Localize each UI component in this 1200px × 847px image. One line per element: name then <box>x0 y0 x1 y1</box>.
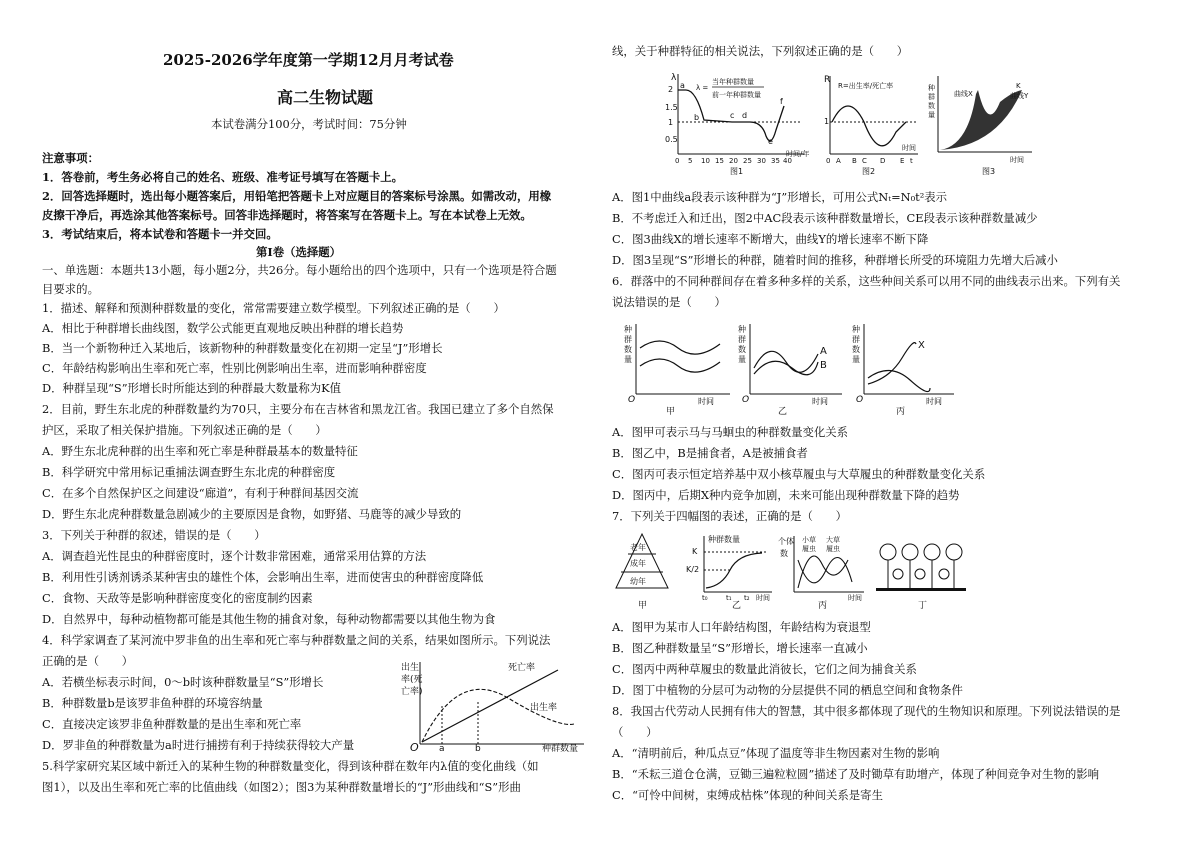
note-3: 3．考试结束后，将本试卷和答题卡一并交回。 <box>42 227 278 241</box>
q5-figure-3 <box>928 72 1040 176</box>
q7-bing-lv: 履虫 <box>802 545 816 553</box>
q6-stem: 6．群落中的不同种群间存在着多种多样的关系，这些种间关系可以用不同的曲线表示出来。下列有关 <box>612 274 1121 288</box>
q6-yi-caption: 乙 <box>778 407 788 417</box>
q5-option-c: C．图3曲线X的增长速率不断增大，曲线Y的增长速率不断下降 <box>612 232 929 246</box>
q7-jia-old: 老年 <box>630 543 646 552</box>
q7-option-a: A．图甲为某市人口年龄结构图，年龄结构为衰退型 <box>612 620 871 634</box>
q2-option-c: C．在多个自然保护区之间建设“廊道”，有利于种群间基因交流 <box>42 486 359 500</box>
part1-title: 第Ⅰ卷（选择题） <box>256 245 342 259</box>
q6-yi-y4: 量 <box>738 355 746 364</box>
fig2-pC: C <box>862 157 867 165</box>
q7-yi-k: K <box>692 547 698 556</box>
q4-origin: O <box>410 741 419 754</box>
q4-option-c: C．直接决定该罗非鱼种群数量的是出生率和死亡率 <box>42 717 302 731</box>
q1-stem: 1．描述、解释和预测种群数量的变化，常常需要建立数学模型。下列叙述正确的是（ ） <box>42 301 505 315</box>
q6-jia-o: O <box>628 395 636 405</box>
q4-tick-a: a <box>439 744 445 754</box>
fig1-y15: 1.5 <box>665 103 678 112</box>
q4-tick-b: b <box>475 744 481 754</box>
fig2-pA: A <box>836 157 841 165</box>
q7-yi-n: 种群数量 <box>708 535 740 544</box>
q4-ylabel-3: 亡率) <box>401 687 423 697</box>
fig3-y4: 量 <box>928 111 935 119</box>
q7-jia-adult: 成年 <box>630 559 646 568</box>
part1-intro2: 目要求的。 <box>42 282 99 296</box>
q6-jia-caption: 甲 <box>666 407 676 417</box>
q8-option-b: B．“禾耘三道仓仓满，豆锄三遍粒粒圆”描述了及时锄草有助增产，体现了种间竞争对生物的影响 <box>612 767 1100 781</box>
fig1-caption: 图1 <box>730 167 744 176</box>
fig3-y3: 数 <box>928 102 935 110</box>
fig1-pa: a <box>680 81 685 90</box>
q7-yi-time: 时间 <box>756 594 770 602</box>
note-1: 1．答卷前，考生务必将自己的姓名、班级、准考证号填写在答题卡上。 <box>42 170 404 184</box>
q4-option-b: B．种群数量b是该罗非鱼种群的环境容纳量 <box>42 696 263 710</box>
q4-option-a: A．若横坐标表示时间，0～b时该种群数量呈“S”形增长 <box>42 675 324 689</box>
fig1-x25: 25 <box>743 157 752 165</box>
fig2-caption: 图2 <box>862 167 876 176</box>
q6-jia-y4: 量 <box>624 355 632 364</box>
q1-option-b: B．当一个新物种迁入某地后，该新物种的种群数量变化在初期一定呈“J”形增长 <box>42 341 443 355</box>
note-2a: 2．回答选择题时，选出每小题答案后，用铅笔把答题卡上对应题目的答案标号涂黑。如需改动，用橡 <box>42 189 552 203</box>
q2-stem-2: 护区，采取了相关保护措施。下列叙述正确的是（ ） <box>42 423 327 437</box>
q6-jia-y1: 种 <box>624 325 632 334</box>
fig1-x15: 15 <box>715 157 724 165</box>
q4-ylabel-1: 出生 <box>401 663 420 673</box>
q6-option-c: C．图丙可表示恒定培养基中双小核草履虫与大草履虫的种群数量变化关系 <box>612 467 986 481</box>
q6-option-d: D．图丙中，后期X种内竞争加剧，未来可能出现种群数量下降的趋势 <box>612 488 960 502</box>
fig1-pc: c <box>730 111 735 120</box>
q5-stem-2: 图1），以及出生率和死亡率的比值曲线（如图2）；图3为某种群数量增长的“J”形曲线和“S”形曲 <box>42 780 521 794</box>
fig1-x5: 5 <box>688 157 693 165</box>
page-title: 2025-2026学年度第一学期12月月考试卷 <box>163 51 454 69</box>
fig1-pf: f <box>780 97 783 106</box>
q7-stem: 7．下列关于四幅图的表述，正确的是（ ） <box>612 509 848 523</box>
q7-ding-trees <box>876 544 966 591</box>
q4-birth-curve <box>422 689 574 742</box>
q6-bing-X: X <box>918 340 925 351</box>
fig3-xunit: 时间 <box>1010 156 1024 164</box>
q7-option-d: D．图丁中植物的分层可为动物的分层提供不同的栖息空间和食物条件 <box>612 683 963 697</box>
q5-option-d: D．图3呈现“S”形增长的种群，随着时间的推移，种群增长所受的环境阻力先增大后减小 <box>612 253 1058 267</box>
q6-bing-y4: 量 <box>852 355 860 364</box>
q1-option-c: C．年龄结构影响出生率和死亡率，性别比例影响出生率，进而影响种群密度 <box>42 361 427 375</box>
fig3-caption: 图3 <box>982 167 996 176</box>
q6-yi-A: A <box>820 346 827 357</box>
fig3-y2: 群 <box>928 93 935 101</box>
q6-jia-y2: 群 <box>624 335 632 344</box>
q7-bing-time: 时间 <box>848 594 862 602</box>
q5-stem: 5.科学家研究某区域中新迁入的某种生物的种群数量变化，得到该种群在数年内λ值的变化曲线（如 <box>42 759 539 773</box>
fig2-y1: 1 <box>824 117 830 126</box>
q5-option-b: B．不考虑迁入和迁出，图2中AC段表示该种群数量增长，CE段表示该种群数量减少 <box>612 211 1038 225</box>
fig2-xunit: 时间 <box>902 144 916 152</box>
q8-stem-2: （ ） <box>612 725 658 739</box>
q7-figures <box>612 530 976 614</box>
q6-bing-y1: 种 <box>852 325 860 334</box>
q1-option-d: D．种群呈现“S”形增长时所能达到的种群最大数量称为K值 <box>42 381 342 395</box>
q2-stem: 2．目前，野生东北虎的种群数量约为70只，主要分布在吉林省和黑龙江省。我国已建立了多个自然保 <box>42 402 554 416</box>
fig1-y1: 1 <box>668 118 674 127</box>
q3-option-d: D．自然界中，每种动植物都可能是其他生物的捕食对象，每种动物都需要以其他生物为食 <box>42 612 496 626</box>
fig2-ratio-curve <box>832 106 906 146</box>
q6-yi-curve-a <box>754 351 818 372</box>
q2-option-b: B．科学研究中常用标记重捕法调查野生东北虎的种群密度 <box>42 465 336 479</box>
fig1-formula-top: 当年种群数量 <box>712 78 754 86</box>
q6-yi-y3: 数 <box>738 345 746 354</box>
part1-intro: 一、单选题：本题共13小题，每小题2分，共26分。每小题给出的四个选项中，只有一个选项是符合题 <box>42 263 557 277</box>
q7-bing-small: 小草 <box>802 536 816 544</box>
notes-heading: 注意事项： <box>42 151 99 165</box>
q2-option-a: A．野生东北虎种群的出生率和死亡率是种群最基本的数量特征 <box>42 444 358 458</box>
fig1-x0: 0 <box>675 157 680 165</box>
fig1-x40: 40 <box>783 157 792 165</box>
q6-jia-y3: 数 <box>624 345 632 354</box>
q7-bing-big: 大草 <box>826 536 840 544</box>
q6-jia-time: 时间 <box>698 397 714 406</box>
fig1-xunit: 时间/年 <box>786 150 810 158</box>
q6-yi-B: B <box>820 360 827 371</box>
q5-figure-1 <box>665 70 810 176</box>
fig1-y2: 2 <box>668 85 674 94</box>
q6-bing-y2: 群 <box>852 335 860 344</box>
q7-yi-s-curve <box>706 553 762 588</box>
q6-jia-curve-1 <box>640 341 720 354</box>
fig3-y1: 种 <box>928 84 935 92</box>
q6-bing-curve-x <box>868 343 916 384</box>
q4-figure <box>398 658 590 754</box>
q7-jia-young: 幼年 <box>630 577 646 586</box>
q7-yi-t0: t₀ <box>702 594 708 602</box>
q7-ding-caption: 丁 <box>918 601 928 611</box>
q4-stem: 4．科学家调查了某河流中罗非鱼的出生率和死亡率与种群数量之间的关系，结果如图所示。下列说法 <box>42 633 551 647</box>
fig1-formula-lhs: λ = <box>696 84 709 92</box>
fig1-lambda: λ <box>671 73 677 83</box>
note-2b: 皮擦干净后，再选涂其他答案标号。回答非选择题时，将答案写在答题卡上。写在本试卷上无效。 <box>42 208 532 222</box>
fig1-pe: e <box>768 137 773 146</box>
q6-stem-2: 说法错误的是（ ） <box>612 295 726 309</box>
exam-info: 本试卷满分100分，考试时间：75分钟 <box>211 117 407 131</box>
page-subject: 高二生物试题 <box>277 88 374 107</box>
fig3-x-label: 曲线X <box>954 90 973 98</box>
q3-stem: 3．下列关于种群的叙述，错误的是（ ） <box>42 528 266 542</box>
q7-yi-t2: t₂ <box>744 594 750 602</box>
q5-figure-2 <box>822 72 922 176</box>
q7-bing-g1: 个体 <box>778 537 794 546</box>
fig1-formula-bottom: 前一年种群数量 <box>712 91 761 99</box>
q6-option-b: B．图乙中，B是捕食者，A是被捕食者 <box>612 446 808 460</box>
fig2-eq: R=出生率/死亡率 <box>838 82 894 90</box>
q7-bing-curve-1 <box>798 556 848 588</box>
q5-stem-3: 线，关于种群特征的相关说法，下列叙述正确的是（ ） <box>612 44 909 58</box>
fig3-k: K <box>1016 82 1021 90</box>
fig1-pb: b <box>694 113 700 122</box>
q7-yi-caption: 乙 <box>732 601 742 611</box>
q6-yi-y1: 种 <box>738 325 746 334</box>
q3-option-b: B．利用性引诱剂诱杀某种害虫的雄性个体，会影响出生率，进而使害虫的种群密度降低 <box>42 570 484 584</box>
q5-option-a: A．图1中曲线a段表示该种群为“J”形增长，可用公式Nₜ=N₀t²表示 <box>612 190 948 204</box>
q6-yi-time: 时间 <box>812 397 828 406</box>
q6-bing-o: O <box>856 395 864 405</box>
q8-option-a: A．“清明前后，种瓜点豆”体现了温度等非生物因素对生物的影响 <box>612 746 940 760</box>
fig2-o: 0 <box>826 157 831 165</box>
fig2-r: R <box>824 75 831 85</box>
q8-stem: 8．我国古代劳动人民拥有伟大的智慧，其中很多都体现了现代的生物知识和原理。下列说法错误的是 <box>612 704 1121 718</box>
fig1-x20: 20 <box>729 157 738 165</box>
q4-birth-label: 出生率 <box>530 703 558 713</box>
fig1-x30: 30 <box>757 157 766 165</box>
fig1-pd: d <box>742 111 748 120</box>
q4-stem-2: 正确的是（ ） <box>42 654 134 668</box>
q3-option-a: A．调查趋光性昆虫的种群密度时，逐个计数非常困难，通常采用估算的方法 <box>42 549 427 563</box>
q4-ylabel-2: 率(死 <box>401 675 423 685</box>
q7-bing-lv2: 履虫 <box>826 545 840 553</box>
q6-yi-y2: 群 <box>738 335 746 344</box>
q7-jia-caption: 甲 <box>638 601 648 611</box>
q6-bing-y3: 数 <box>852 345 860 354</box>
fig1-x10: 10 <box>701 157 710 165</box>
q1-option-a: A．相比于种群增长曲线图，数学公式能更直观地反映出种群的增长趋势 <box>42 321 404 335</box>
fig2-t: t <box>910 157 913 165</box>
fig2-pB: B <box>852 157 857 165</box>
q2-option-d: D．野生东北虎种群数量急剧减少的主要原因是食物，如野猪、马鹿等的减少导致的 <box>42 507 462 521</box>
q6-jia-curve-2 <box>640 359 720 372</box>
fig1-x35: 35 <box>771 157 780 165</box>
q4-option-d: D．罗非鱼的种群数量为a时进行捕捞有利于持续获得较大产量 <box>42 738 355 752</box>
fig1-y05: 0.5 <box>665 135 678 144</box>
q7-option-c: C．图丙中两种草履虫的数量此消彼长，它们之间为捕食关系 <box>612 662 917 676</box>
q7-bing-g2: 数 <box>780 549 788 558</box>
q6-bing-caption: 丙 <box>896 407 906 417</box>
q6-figures <box>620 318 960 416</box>
fig3-y-label: 曲线Y <box>1010 92 1029 100</box>
q8-option-c: C．“可怜中间树，束缚成枯株”体现的种间关系是寄生 <box>612 788 883 802</box>
q7-option-b: B．图乙种群数量呈“S”形增长，增长速率一直减小 <box>612 641 868 655</box>
q6-bing-time: 时间 <box>926 397 942 406</box>
q6-option-a: A．图甲可表示马与马蛔虫的种群数量变化关系 <box>612 425 849 439</box>
fig2-pD: D <box>880 157 886 165</box>
q7-bing-caption: 丙 <box>818 601 828 611</box>
q4-death-label: 死亡率 <box>508 663 536 673</box>
q6-yi-o: O <box>742 395 750 405</box>
q7-bing-curve-2 <box>798 558 852 583</box>
q4-xlabel: 种群数量 <box>542 744 579 754</box>
fig2-pE: E <box>900 157 905 165</box>
q7-yi-k2: K/2 <box>686 565 700 574</box>
q3-option-c: C．食物、天敌等是影响种群密度变化的密度制约因素 <box>42 591 313 605</box>
q7-yi-t1: t₁ <box>726 594 732 602</box>
